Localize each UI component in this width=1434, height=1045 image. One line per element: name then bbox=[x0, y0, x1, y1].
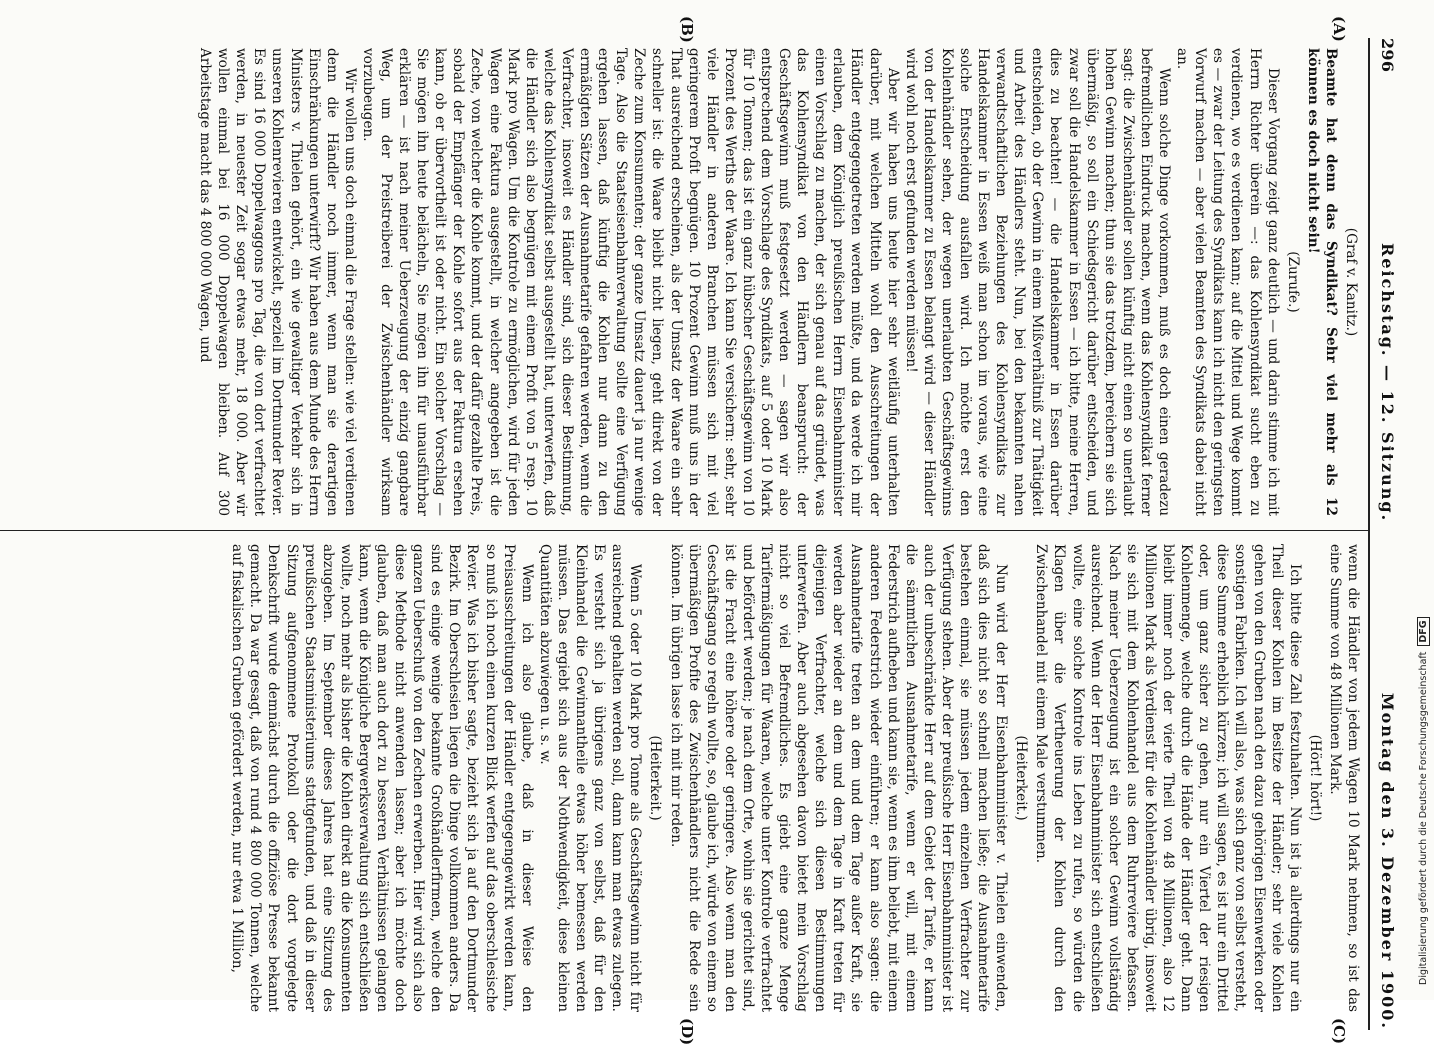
page-date: Montag den 3. Dezember 1900. bbox=[1378, 692, 1397, 1030]
right-column bbox=[228, 544, 1362, 1012]
rotated-page-content bbox=[0, 16, 1397, 1045]
opening-sentence: Beamte hat denn das Syndikat? Sehr viel mehr als 12 können es doch nicht sein! bbox=[1304, 48, 1339, 516]
page-title: Reichstag. — 12. Sitzung. bbox=[1378, 243, 1397, 523]
header-rule bbox=[1368, 38, 1370, 1030]
paragraph: Wenn 5 oder 10 Mark pro Tonne als Geschäftsgewinn nicht für ausreichend gehalten werden soll, dann kann man etwas zulegen. Es versteht sich ja übrigens ganz von selbst, daß für den Kleinhandel die Gewinnantheile etwas höher bemessen werden müssen. Das ergiebt sich aus der Nothwendigkeit, diese kleinen Quantitäten abzuwiegen u. s. w. bbox=[536, 544, 644, 1012]
column-divider bbox=[0, 530, 1368, 531]
page-header bbox=[1374, 38, 1396, 1030]
margin-marker-c: (C) bbox=[1330, 1018, 1348, 1045]
dfg-logo: DFG bbox=[1417, 617, 1430, 645]
margin-marker-d: (D) bbox=[678, 1018, 696, 1045]
paragraph: Wenn solche Dinge vorkommen, muß es doch einen geradezu befremdlichen Eindruck machen, wenn das Kohlensyndikat ferner sagt: die Zwischenhändler sollen künftig nicht einen so unerlaubt hohen Gewinn machen; thun sie das trotzdem, bereichern sie sich übermäßig, so soll ein Schiedsgericht darüber entscheiden, und zwar soll die Handelskammer in Essen — ich bitte, meine Herren, dies zu beachten! — die Handelskammer in Essen darüber entscheiden, ob der Gewinn in einem Mißverhältniß zur Thätigkeit und Arbeit des Händlers steht. Nun, bei den bekannten nahen verwandtschaftlichen Beziehungen des Kohlensyndikats zur Handelskammer in Essen weiß man schon im voraus, wie eine solche Entscheidung ausfallen wird. Ich möchte erst den Kohlenhändler sehen, der wegen unerlaubten Geschäftsgewinns von der Handelskammer zu Essen belangt wird — dieser Händler wird wohl noch erst gefunden werden müssen! bbox=[902, 48, 1173, 516]
margin-marker-a: (A) bbox=[1330, 16, 1348, 42]
credit-text: Digitalisierung gefördert durch die Deutsche Forschungsgemeinschaft bbox=[1418, 651, 1429, 985]
margin-marker-b: (B) bbox=[678, 16, 696, 43]
paragraph: Aber wir haben uns heute hier sehr weitläufig unterhalten darüber, mit welchen Mitteln wohl den Ausschreitungen der Händler entgegengetreten werden müßte, und da werde ich mir erlauben, dem Königlich preußischen Herrn Eisenbahnminister einen Vorschlag zu machen, der sich genau auf das gründet, was das Kohlensyndikat von den Händlern beansprucht: der Geschäftsgewinn muß festgesetzt werden — sagen wir also entsprechend dem Vorschlage des Syndikats, auf 5 oder 10 Mark für 10 Tonnen; das ist ein ganz hübscher Geschäftsgewinn von 10 Prozent des Werths der Waare. Ich kann Sie versichern: sehr, sehr viele Händler in anderen Branchen müssen sich mit viel geringerem Profit begnügen. 10 Prozent Gewinn muß uns in der That ausreichend erscheinen, als der Umsatz der Waare ein sehr schneller ist: die Waare bleibt nicht liegen, geht direkt von der Zeche zum Konsumenten; der ganze Umsatz dauert ja nur wenige Tage. Also die Staatseisenbahnverwaltung sollte eine Verfügung ergehen lassen, daß künftig die Kohlen nur dann zu den ermäßigten Sätzen der Ausnahmetarife gefahren werden, wenn die Verfrachter, insoweit es Händler sind, sich dieser Bestimmung, welche das Kohlensyndikat selbst ausgestellt hat, unterwerfen, daß die Händler sich also begnügen mit einem Profit von 5 resp. 10 Mark pro Wagen. Um die Kontrole zu ermöglichen, wird für jeden Wagen eine Faktura ausgestellt, in welcher angegeben ist die Zeche, von welcher die Kohle kommt, und der dafür gezahlte Preis, sobald der Empfänger der Kohle sofort aus der Faktura ersehen kann, ob er übervortheilt ist oder nicht. Ein solcher Vorschlag — Sie mögen ihn heute belächeln, Sie mögen ihn für unausführbar erklären — ist nach meiner Ueberzeugung der einzig gangbare Weg, um der Preistreiberei der Zwischenhändler wirksam vorzubeugen. bbox=[359, 48, 901, 516]
digitization-credit bbox=[1418, 617, 1429, 985]
interjection: (Hört! hört!) bbox=[1306, 734, 1323, 822]
interjection: (Heiterkeit.) bbox=[647, 735, 664, 821]
left-column bbox=[196, 48, 1362, 516]
paragraph: Wir wollen uns doch einmal die Frage stellen: wie viel verdienen denn die Händler noch immer, wenn man sie derartigen Einschränkungen unterwirft? Wir haben aus dem Munde des Herrn Ministers v. Thielen gehört, ein wie gewaltiger Verkehr sich in unseren Kohlenrevieren entwickelt, speziell im Dortmunder Revier. Es sind 16 000 Doppelwaggons pro Tag, die von dort verfrachtet werden, in neuester Zeit sogar etwas mehr, 18 000. Aber wir wollen einmal bei 16 000 Doppelwagen bleiben. Auf 300 Arbeitstage macht das 4 800 000 Wagen, und bbox=[197, 48, 358, 516]
paragraph: Wenn ich also glaube, daß in dieser Weise den Preisausschreitungen der Händler entgegengewirkt werden kann, so muß ich noch einen kurzen Blick werfen auf das oberschlesische Revier. Was ich bisher sagte, bezieht sich ja auf den Dortmunder Bezirk. Im Oberschlesien liegen die Dinge vollkommen anders. Da sind es einige wenige bekannte Großhändlerfirmen, welche den ganzen Ueberschuß von den Zechen erwerben. Hier wird sich also diese Methode nicht anwenden lassen; aber ich möchte doch glauben, daß man auch dort zu besseren Verhältnissen gelangen kann, wenn die Königliche Bergwerksverwaltung sich entschließen wollte, noch mehr als bisher die Kohlen direkt an die Konsumenten abzugeben. Im September dieses Jahres hat eine Sitzung des preußischen Staatsministeriums stattgefunden, und daß in dieser Sitzung aufgenommene Protokoll oder die dort vorgelegte Denkschrift wurde demnächst durch die offiziöse Presse bekannt gemacht. Da war gesagt, daß von rund 4 800 000 Tonnen, welche auf fiskalischen Gruben gefördert werden, nur etwa 1 Million, bbox=[229, 544, 535, 1012]
paragraph: Nun wird der Herr Eisenbahnminister v. Thielen einwenden, daß sich dies nicht so schnell machen ließe; die Ausnahmetarife bestehen einmal, sie müssen jedem einzelnen Verfrachter zur Verfügung stehen. Aber der preußische Herr Eisenbahnminister ist auch der unbeschränkte Herr auf dem Gebiet der Tarife, er kann die sämmtlichen Ausnahmetarife, wenn er will, mit einem Federstrich aufheben und kann sie, wenn es ihm beliebt, mit einem anderen Federstrich wieder einführen; er kann also sagen: die Ausnahmetarife treten an dem und dem Tage außer Kraft, sie werden aber wieder an dem und dem Tage in Kraft treten für diejenigen Verfrachter, welche sich diesen Bestimmungen unterwerfen. Aber auch abgesehen davon bietet mein Vorschlag nicht so viel Befremdliches. Es giebt eine ganze Menge Tarifermäßigungen für Waaren, welche unter Kontrole verfrachtet und befördert werden; je nach dem Orte, wohin sie gerichtet sind, ist die Fracht eine höhere oder geringere. Also wenn man den Geschäftsgang so regeln wollte, so, glaube ich, würde von einem so übermäßigen Profite des Zwischenhändlers nicht die Rede sein können. Im übrigen lasse ich mit mir reden. bbox=[667, 544, 1010, 1012]
speaker-name: (Graf v. Kanitz.) bbox=[1343, 227, 1359, 337]
paragraph: Dieser Vorgang zeigt ganz deutlich — und darin stimme ich mit Herrn Richter überein —: das Kohlensyndikat sucht eben zu verdienen, wo es verdienen kann; auf die Mittel und Wege kommt es — zwar der Leitung des Syndikats kann ich nicht den geringsten Vorwurf machen — aber vielen Beamten des Syndikats dabei nicht an. bbox=[1174, 48, 1281, 516]
page-number: 296 bbox=[1378, 38, 1397, 73]
paragraph: Ich bitte diese Zahl festzuhalten. Nun ist ja allerdings nur ein Theil dieser Kohlen im Besitze der Händler; sehr viele Kohlen gehen von den Gruben nach den dazu gehörigen Eisenwerken oder sonstigen Fabriken. Ich will also, was sich ganz von selbst versteht, diese Summe erheblich kürzen; ich will sagen, es ist nur ein Drittel oder, um ganz sicher zu gehen, nur ein Viertel der riesigen Kohlenmenge, welche durch die Hände der Händler geht. Dann bleibt immer noch der vierte Theil von 48 Millionen, also 12 Millionen Mark als Verdienst für die Kohlenhändler übrig, insoweit sie sich mit dem Kohlenhandel aus dem Ruhrreviere befassen. Nach meiner Ueberzeugung ist ein solcher Gewinn vollständig ausreichend. Wenn der Herr Eisenbahnminister sich entschließen wollte, eine solche Kontrole ins Leben zu rufen, so würden die Klagen über die Vertheuerung der Kohlen durch den Zwischenhandel mit einem Male verstummen. bbox=[1033, 544, 1303, 1012]
paragraph: wenn die Händler von jedem Wagen 10 Mark nehmen, so ist das eine Summe von 48 Millionen Mark. bbox=[1326, 544, 1361, 1012]
interjection: (Zurufe.) bbox=[1284, 251, 1301, 313]
interjection: (Heiterkeit.) bbox=[1013, 735, 1030, 821]
